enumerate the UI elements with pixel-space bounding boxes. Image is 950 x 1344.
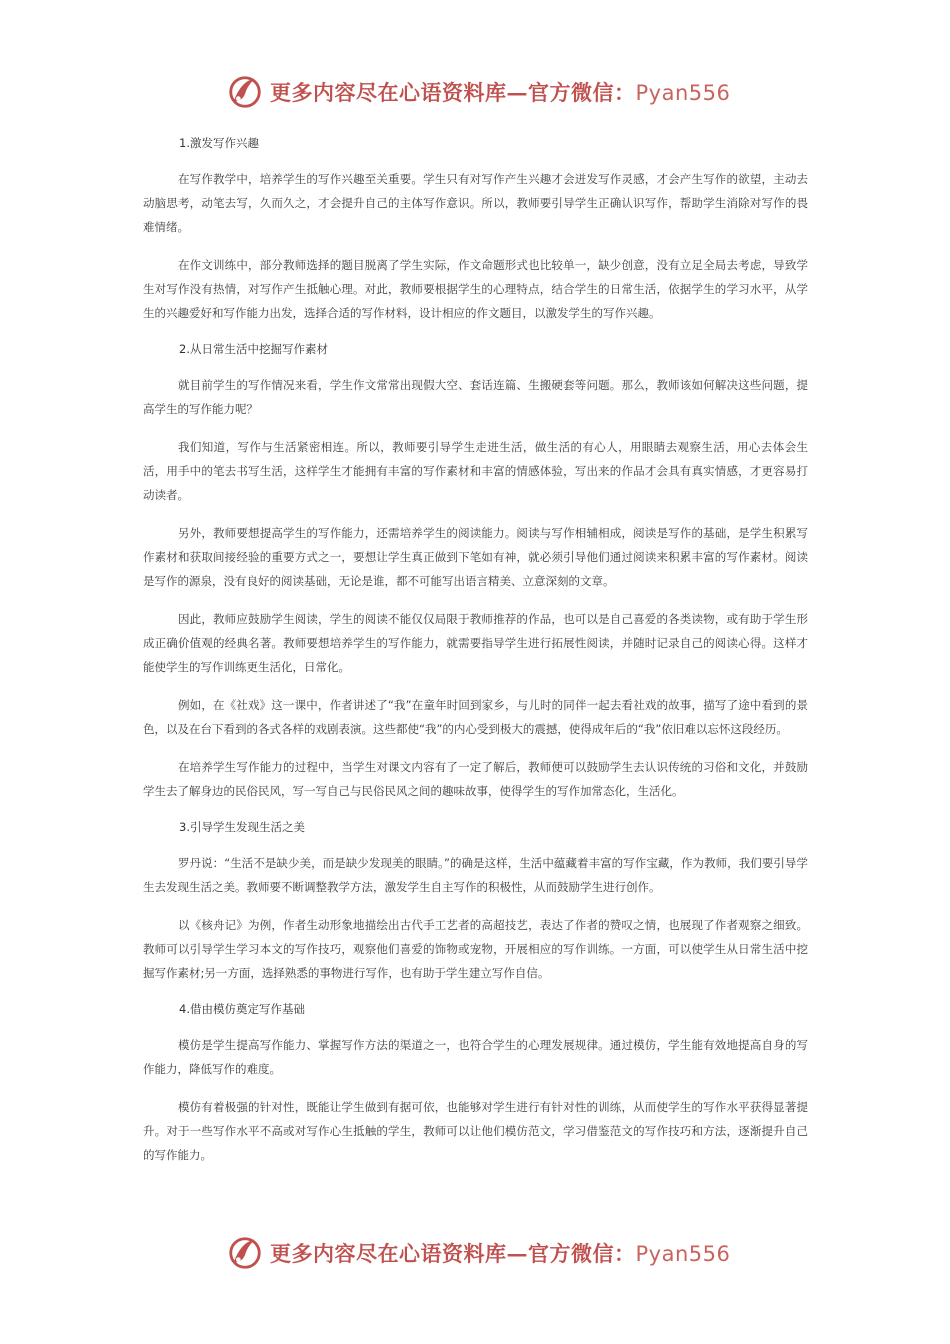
paragraph: 模仿有着极强的针对性，既能让学生做到有据可依，也能够对学生进行有针对性的训练，从而使学生的写作水平获得显著提升。对于一些写作水平不高或对写作心生抵触的学生，教师可以让他们模仿范文，学习借鉴范文的写作技巧和方法，逐渐提升自己的写作能力。: [143, 1100, 808, 1162]
wechat-id: Pyan556: [635, 1242, 731, 1266]
section-heading: 3.引导学生发现生活之美: [179, 820, 305, 834]
section-heading: 2.从日常生活中挖掘写作素材: [179, 342, 328, 356]
wechat-id: Pyan556: [635, 81, 731, 105]
paragraph: 另外，教师要想提高学生的写作能力，还需培养学生的阅读能力。阅读与写作相辅相成，阅读是写作的基础，是学生积累写作素材和获取间接经验的重要方式之一，要想让学生真正做到下笔如有神，就必须引导他们通过阅读来积累丰富的写作素材。阅读是写作的源泉，没有良好的阅读基础，无论是谁，都不可能写出语言精美、立意深刻的文章。: [143, 526, 808, 588]
section-heading: 1.激发写作兴趣: [179, 136, 259, 150]
brand-logo-icon: [226, 1234, 264, 1272]
banner-slogan: 更多内容尽在心语资料库—官方微信：: [270, 80, 636, 105]
paragraph: 在写作教学中，培养学生的写作兴趣至关重要。学生只有对写作产生兴趣才会迸发写作灵感，才会产生写作的欲望，主动去动脑思考，动笔去写，久而久之，才会提升自己的主体写作意识。所以，教师要引导学生正确认识写作，帮助学生消除对写作的畏难情绪。: [143, 172, 808, 234]
paragraph: 罗丹说：“生活不是缺少美，而是缺少发现美的眼睛。”的确是这样，生活中蕴藏着丰富的写作宝藏，作为教师，我们要引导学生去发现生活之美。教师要不断调整教学方法，激发学生自主写作的积极性，从而鼓励学生进行创作。: [143, 856, 808, 894]
footer-banner: [0, 1233, 950, 1273]
banner-slogan: 更多内容尽在心语资料库—官方微信：: [270, 1241, 636, 1266]
banner-text: [270, 77, 730, 107]
paragraph: 就目前学生的写作情况来看，学生作文常常出现假大空、套话连篇、生搬硬套等问题。那么，教师该如何解决这些问题，提高学生的写作能力呢？: [143, 378, 808, 416]
paragraph: 以《核舟记》为例，作者生动形象地描绘出古代手工艺者的高超技艺，表达了作者的赞叹之情，也展现了作者观察之细致。教师可以引导学生学习本文的写作技巧，观察他们喜爱的饰物或宠物，开展相应的写作训练。一方面，可以使学生从日常生活中挖掘写作素材;另一方面，选择熟悉的事物进行写作，也有助于学生建立写作自信。: [143, 918, 808, 980]
paragraph: 例如，在《社戏》这一课中，作者讲述了“我”在童年时回到家乡，与儿时的同伴一起去看社戏的故事，描写了途中看到的景色，以及在台下看到的各式各样的戏剧表演。这些都使“我”的内心受到极大的震撼，使得成年后的“我”依旧难以忘怀这段经历。: [143, 698, 808, 736]
banner-text: [270, 1238, 730, 1268]
section-heading: 4.借由模仿奠定写作基础: [179, 1002, 305, 1016]
article-body: [143, 133, 808, 1181]
paragraph: 因此，教师应鼓励学生阅读，学生的阅读不能仅仅局限于教师推荐的作品，也可以是自己喜爱的各类读物，或有助于学生形成正确价值观的经典名著。教师要想培养学生的写作能力，就需要指导学生进行拓展性阅读，并随时记录自己的阅读心得。这样才能使学生的写作训练更生活化，日常化。: [143, 612, 808, 674]
header-banner: [0, 72, 950, 112]
paragraph: 我们知道，写作与生活紧密相连。所以，教师要引导学生走进生活，做生活的有心人，用眼睛去观察生活，用心去体会生活，用手中的笔去书写生活，这样学生才能拥有丰富的写作素材和丰富的情感体验，写出来的作品才会具有真实情感，才更容易打动读者。: [143, 440, 808, 502]
paragraph: 在培养学生写作能力的过程中，当学生对课文内容有了一定了解后，教师便可以鼓励学生去认识传统的习俗和文化，并鼓励学生去了解身边的民俗民风，写一写自己与民俗民风之间的趣味故事，使得学生的写作加常态化，生活化。: [143, 760, 808, 798]
paragraph: 在作文训练中，部分教师选择的题目脱离了学生实际，作文命题形式也比较单一，缺少创意，没有立足全局去考虑，导致学生对写作没有热情，对写作产生抵触心理。对此，教师要根据学生的心理特点，结合学生的日常生活，依据学生的学习水平，从学生的兴趣爱好和写作能力出发，选择合适的写作材料，设计相应的作文题目，以激发学生的写作兴趣。: [143, 258, 808, 320]
brand-logo-icon: [226, 73, 264, 111]
paragraph: 模仿是学生提高写作能力、掌握写作方法的渠道之一，也符合学生的心理发展规律。通过模仿，学生能有效地提高自身的写作能力，降低写作的难度。: [143, 1038, 808, 1076]
